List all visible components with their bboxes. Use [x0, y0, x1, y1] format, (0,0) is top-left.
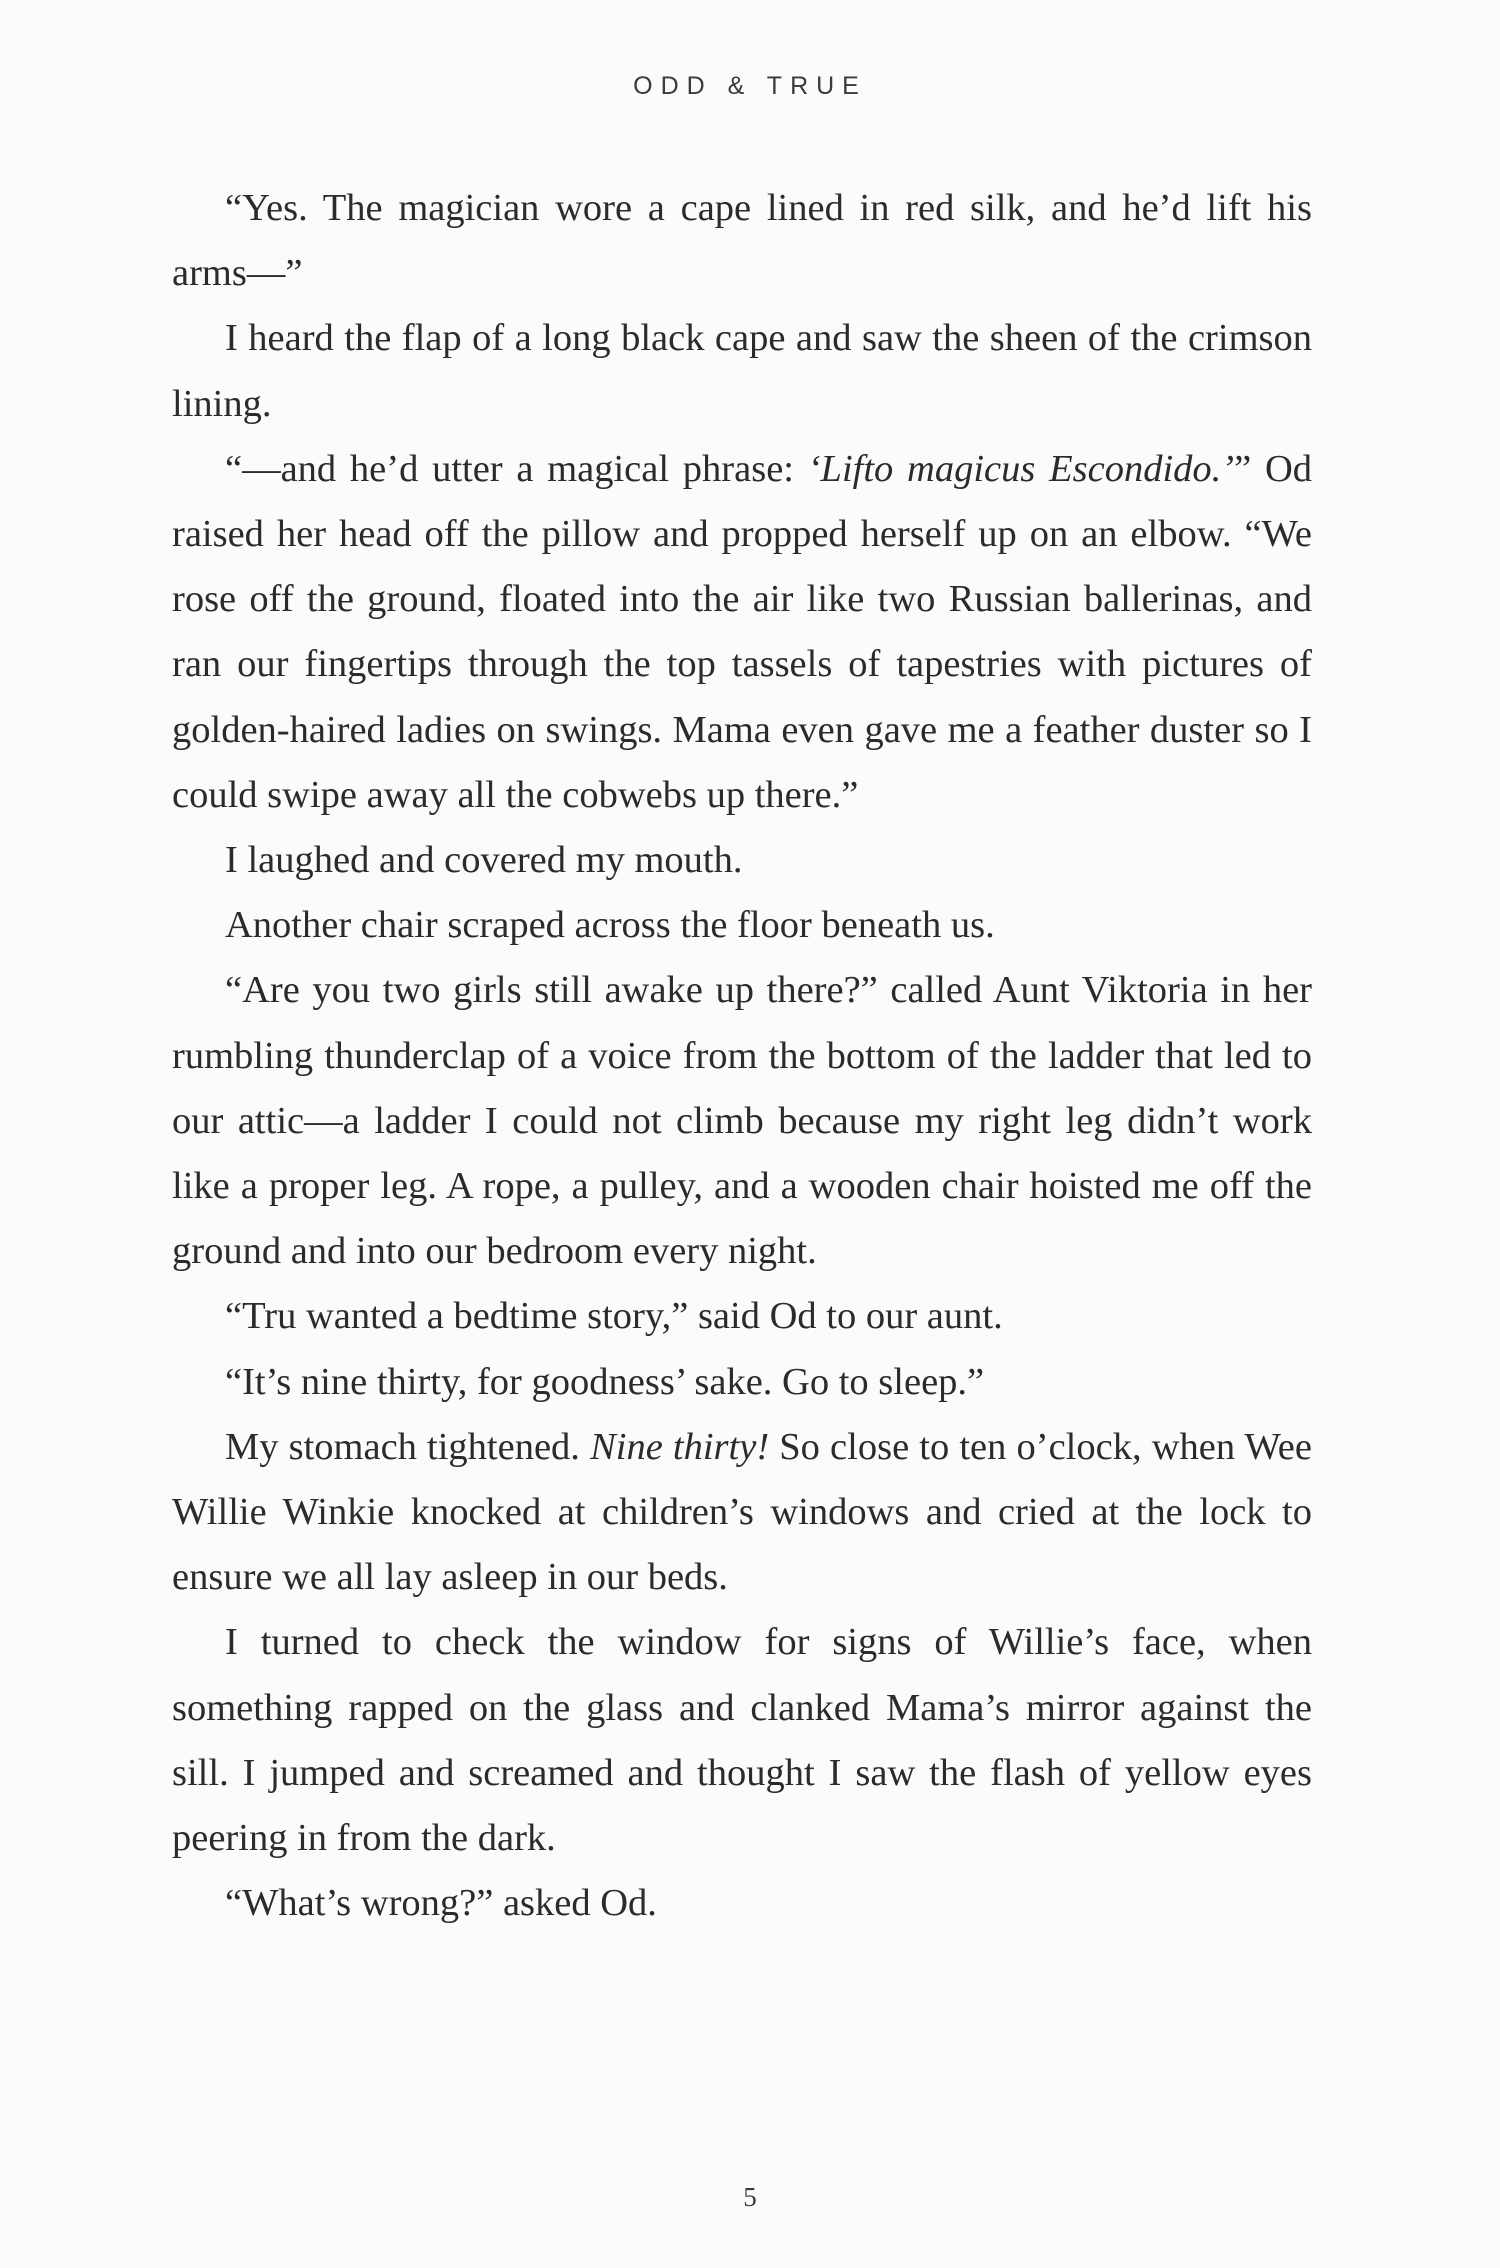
paragraph: Another chair scraped across the floor beneath us. [225, 904, 995, 947]
paragraph-text: ” Od raised her head off the pillow and propped herself up on an elbow. “We rose off the ground, floated into the air like two Russian ballerinas, and ran our fingertips through the top tassels of tapestries with pictures of golden-haired ladies on swings. Mama even gave me a feather duster so I could swipe away all the cobwebs up there.” [172, 447, 1312, 816]
body-text [172, 176, 1312, 1936]
paragraph-text: My stomach tightened. [225, 1425, 591, 1468]
paragraph-text: “—and he’d utter a magical phrase: [225, 447, 808, 490]
paragraph: “Yes. The magician wore a cape lined in red silk, and he’d lift his arms—” [172, 187, 1312, 295]
paragraph: I laughed and covered my mouth. [225, 839, 743, 882]
paragraph: “Are you two girls still awake up there?” called Aunt Viktoria in her rumbling thunderclap of a voice from the bottom of the ladder that led to our attic—a ladder I could not climb because my right leg didn’t work like a proper leg. A rope, a pulley, and a wooden chair hoisted me off the ground and into our bedroom every night. [172, 969, 1312, 1273]
page-number: 5 [743, 2182, 757, 2212]
italic-phrase: Nine thirty! [590, 1425, 770, 1468]
paragraph: “It’s nine thirty, for goodness’ sake. Go to sleep.” [225, 1360, 985, 1403]
running-head: ODD & TRUE [633, 72, 867, 100]
paragraph [172, 437, 1312, 828]
paragraph [172, 1415, 1312, 1611]
paragraph-text: So close to ten o’clock, when Wee Willie Winkie knocked at children’s windows and cried at the lock to ensure we all lay asleep in our beds. [172, 1425, 1312, 1599]
paragraph: “Tru wanted a bedtime story,” said Od to our aunt. [225, 1295, 1003, 1338]
paragraph: I heard the flap of a long black cape and saw the sheen of the crimson lining. [172, 317, 1312, 425]
paragraph: “What’s wrong?” asked Od. [225, 1882, 657, 1925]
paragraph: I turned to check the window for signs of Willie’s face, when something rapped on the glass and clanked Mama’s mirror against the sill. I jumped and screamed and thought I saw the flash of yellow eyes peering in from the dark. [172, 1621, 1312, 1860]
italic-phrase: ‘Lifto magicus Escondido.’ [807, 447, 1235, 490]
